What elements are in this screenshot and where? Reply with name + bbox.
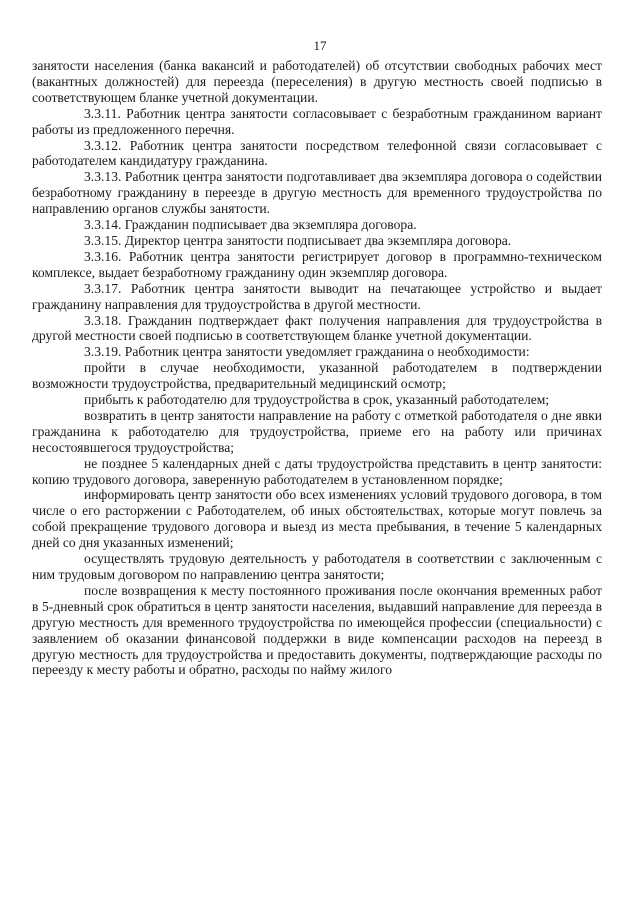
document-body bbox=[32, 58, 602, 678]
paragraph-3-3-11: 3.3.11. Работник центра занятости согласовывает с безработным гражданином вариант работы из предложенного перечня. bbox=[32, 105, 602, 137]
paragraph-3-3-18: 3.3.18. Гражданин подтверждает факт получения направления для трудоустройства в другой местности своей подписью в соответствующем бланке учетной документации. bbox=[32, 312, 602, 344]
paragraph-3-3-17: 3.3.17. Работник центра занятости выводит на печатающее устройство и выдает гражданину направления для трудоустройства в другой местности. bbox=[32, 280, 602, 312]
paragraph-3-3-16: 3.3.16. Работник центра занятости регистрирует договор в программно-техническом комплексе, выдает безработному гражданину один экземпляр договора. bbox=[32, 248, 602, 280]
paragraph-3-3-14: 3.3.14. Гражданин подписывает два экземпляра договора. bbox=[84, 217, 417, 233]
list-item-work-activity: осуществлять трудовую деятельность у работодателя в соответствии с заключенным с ним трудовым договором по направлению центра занятости; bbox=[32, 551, 602, 582]
list-item-return-referral: возвратить в центр занятости направление на работу с отметкой работодателя о дне явки гражданина к работодателю для трудоустройства, приеме его на работу или причинах несостоявшегося трудоустройства; bbox=[32, 407, 602, 455]
list-item-medical-exam: пройти в случае необходимости, указанной работодателем в подтверждении возможности трудоустройства, предварительный медицинский осмотр; bbox=[32, 360, 602, 392]
paragraph-3-3-13: 3.3.13. Работник центра занятости подготавливает два экземпляра договора о содействии безработному гражданину в переезде в другую местность для временного трудоустройства по направлению органов службы занятости. bbox=[32, 169, 602, 217]
list-item-after-return: после возвращения к месту постоянного проживания после окончания временных работ в 5-дневный срок обратиться в центр занятости населения, выдавший направление для переезда в другую местность для временного трудоустройства по имеющейся профессии (специальности) с заявлением об оказании финансовой поддержки в виде компенсации расходов на переезд в другую местность для трудоустройства и предоставить документы, подтверждающие расходы по переезду к месту работы и обратно, расходы по найму жилого bbox=[32, 582, 602, 678]
paragraph-3-3-12: 3.3.12. Работник центра занятости посредством телефонной связи согласовывает с работодателем кандидатуру гражданина. bbox=[32, 137, 602, 169]
list-item-arrive: прибыть к работодателю для трудоустройства в срок, указанный работодателем; bbox=[84, 392, 550, 408]
list-item-inform-changes: информировать центр занятости обо всех изменениях условий трудового договора, в том числе о его расторжении с Работодателем, об иных обстоятельствах, которые могут повлечь за собой прекращение трудового договора и выезд из места пребывания, в течение 5 календарных дней со дня указанных изменений; bbox=[32, 487, 602, 551]
paragraph-3-3-19: 3.3.19. Работник центра занятости уведомляет гражданина о необходимости: bbox=[84, 344, 530, 360]
page-number: 17 bbox=[313, 38, 327, 53]
list-item-contract-copy: не позднее 5 календарных дней с даты трудоустройства представить в центр занятости: копию трудового договора, заверенную работодателем в установленном порядке; bbox=[32, 455, 602, 487]
paragraph-continuation: занятости населения (банка вакансий и работодателей) об отсутствии свободных рабочих мест (вакантных должностей) для переезда (переселения) в другую местность своей подписью в соответствующем бланке учетной документации. bbox=[32, 58, 602, 105]
paragraph-3-3-15: 3.3.15. Директор центра занятости подписывает два экземпляра договора. bbox=[84, 232, 512, 248]
